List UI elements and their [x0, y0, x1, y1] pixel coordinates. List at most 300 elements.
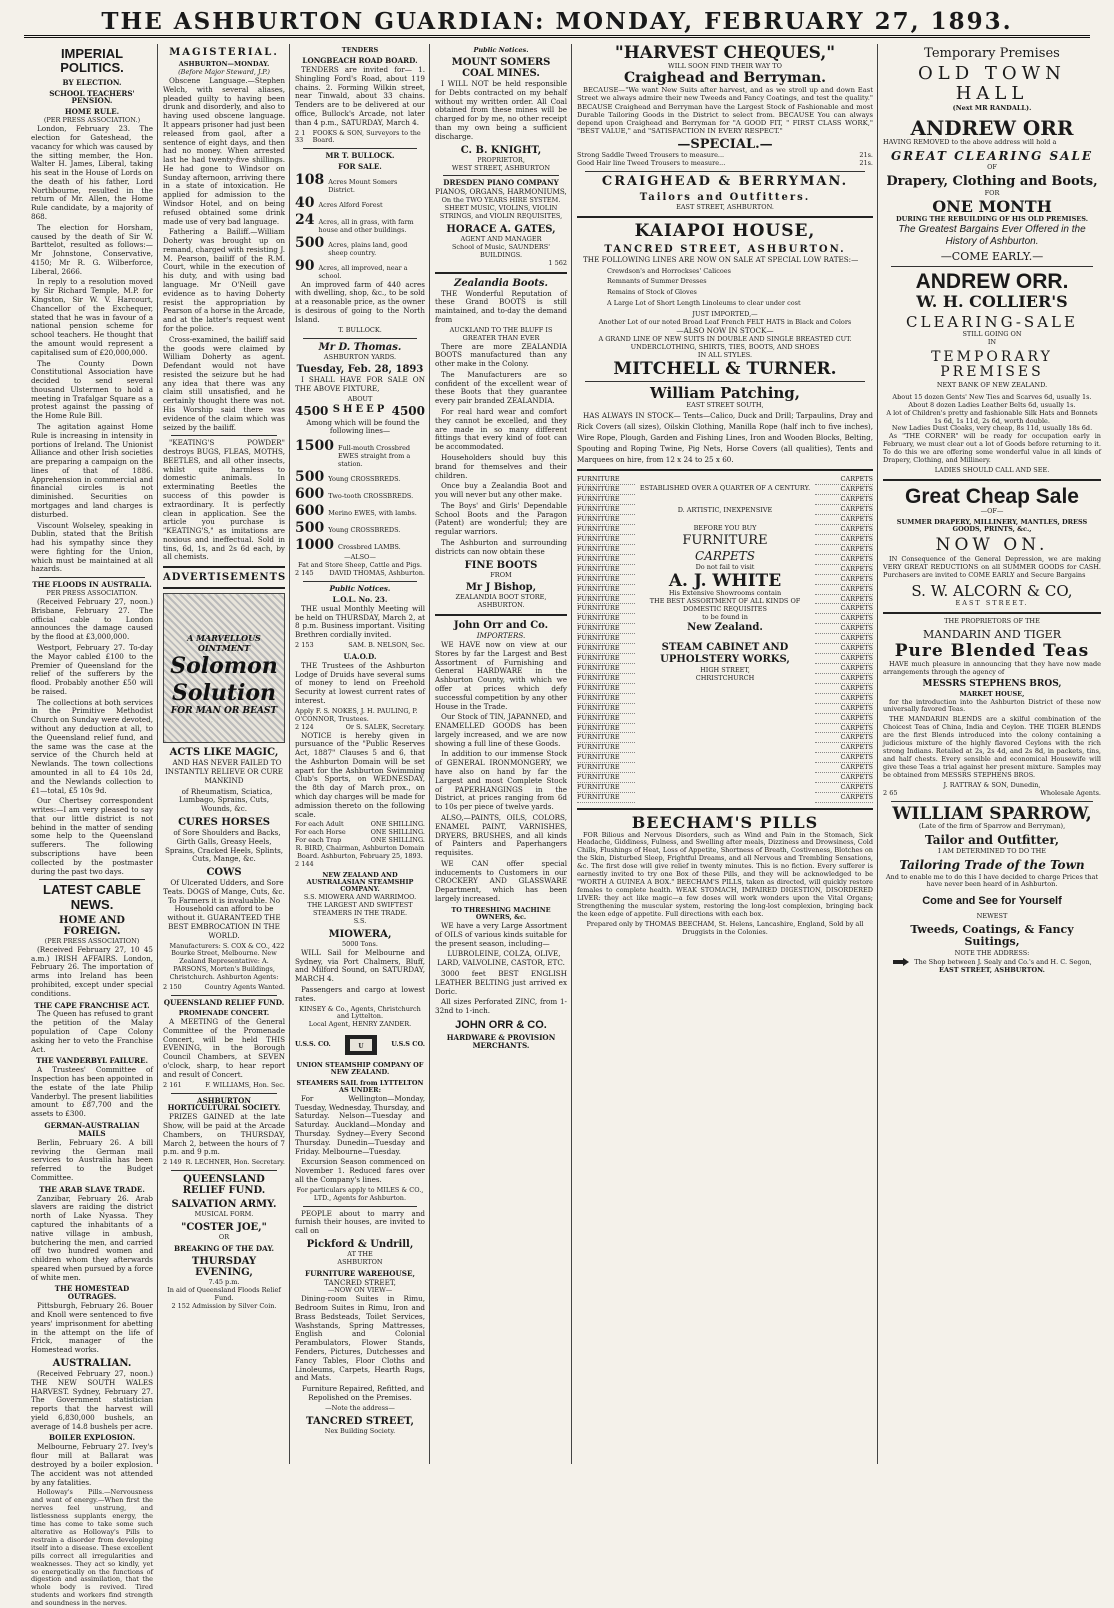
column-ads-4: [432, 44, 570, 1464]
furniture-label: FURNITURE: [577, 486, 635, 495]
article-paragraph: WE CAN offer special inducements to Customers in our CROCKERY AND GLASSWARE Department, which has been largely increased.: [435, 858, 567, 903]
public-notices-heading: Public Notices.: [473, 46, 529, 54]
stock-item-text: Merino EWES, with lambs.: [328, 509, 417, 518]
article-paragraph: Passengers and cargo at lowest rates.: [295, 985, 425, 1003]
carpets-label: CARPETS: [815, 496, 873, 505]
mount-somers-heading: MOUNT SOMERS COAL MINES.: [451, 57, 551, 80]
temp-premises: Temporary Premises: [924, 46, 1060, 61]
signature: Apply F. S. NOKES, J. H. PAULING, P. O'CONNOR, Trustees.: [295, 706, 418, 723]
collier-item: A lot of Children's pretty and fashionable Silk Hats and Bonnets 1s 6d, 1s 11d, 2s 6d, worth double.: [886, 408, 1098, 425]
zealandia-heading: Zealandia Boots.: [454, 277, 548, 289]
nzasc-heading: NEW ZEALAND AND AUSTRALASIAN STEAMSHIP COMPANY.: [306, 870, 414, 894]
divider: [577, 216, 873, 218]
determined: I AM DETERMINED TO DO THE: [938, 847, 1046, 856]
solomon-text: of Sore Shoulders and Backs, Girth Galls, Greasy Heels, Sprains, Cracked Heels, Splints, Cuts, Mange, &c.: [164, 827, 284, 864]
column-ads-6: [880, 44, 1104, 1464]
divider: [891, 266, 1093, 267]
signature: SAM. B. NELSON, Sec.: [348, 640, 425, 649]
greater-than-ever: GREATER THAN EVER: [462, 333, 540, 342]
stock-item-row: [295, 503, 425, 520]
article-paragraph: In addition to our immense Stock of GENERAL IRONMONGERY, we have also on hand by far the Largest and most Complete Stock of PAPERHANGINGS in the District, at prices ranging from 6d to 10s per piece of twelve yards.: [435, 749, 567, 812]
orr-footer: ANDREW ORR.: [915, 270, 1069, 294]
threshing-heading: TO THRESHING MACHINE OWNERS, &c.: [451, 905, 551, 921]
ashburton: ASHBURTON: [337, 1257, 383, 1266]
coster-or: OR: [218, 1233, 230, 1242]
article-paragraph: Once buy a Zealandia Boot and you will never but any other make.: [435, 481, 567, 500]
column-rule: [429, 44, 430, 1464]
divider: [163, 566, 285, 568]
gates-name: HORACE A. GATES,: [446, 223, 556, 235]
carpets-label: CARPETS: [815, 615, 873, 624]
tuesday-heading: Tuesday, Feb. 28, 1893: [296, 364, 424, 376]
summer-drapery: SUMMER DRAPERY, MILLINERY, MANTLES, DRESS GOODS, PRINTS, &c.,: [896, 518, 1088, 534]
for-sale-heading: FOR SALE.: [338, 162, 382, 172]
solomon-text: of Rheumatism, Sciatica, Lumbago, Sprains, Cuts, Wounds, &c.: [178, 786, 273, 814]
article-paragraph: THE MANDARIN BLENDS are a skilful combination of the Choicest Teas of China, India and Ceylon. THE TIGER BLENDS are the first Blends introduced into the colony containing a judicious mixture of the highly flavored Ceylons with the rich strong Indians. Retailed at 2s, 2s 4d, and 2s 8d, in packets, tins, and half chests. Every sensible and economical Housewife will give these Teas a trial against her present mixture. Samples may be obtained from MESSRS STEPHENS BROS.: [883, 715, 1101, 779]
west-street: WEST STREET, ASHBURTON: [451, 163, 551, 172]
gates-address: School of Music, SAUNDERS' BUILDINGS.: [451, 242, 551, 259]
sheep-about: ABOUT: [347, 394, 373, 403]
divider: [585, 381, 865, 382]
next-bank: NEXT BANK OF NEW ZEALAND.: [936, 380, 1048, 389]
signature: F. WILLIAMS, Hon. Sec.: [205, 1080, 285, 1089]
carpets-label: CARPETS: [815, 576, 873, 585]
furniture-label: FURNITURE: [577, 705, 635, 714]
sale-item-text: Acres, all improved, near a school.: [318, 263, 408, 280]
carpets-label: CARPETS: [815, 635, 873, 644]
article-paragraph: Obscene Language.—Stephen Welch, with several aliases, pleaded guilty to having been drunk and disorderly, and also to having used obscene language. It appears prisoner had just been released from gaol, after a sentence of eight days, and then had no money. When arrested last he had twenty-five shillings. He had gone to Windsor on Sunday afternoon, arriving there in a state of intoxication. He applied for admission to the Windsor Hotel, and on being refused obtained some drink made use of very bad language.: [163, 76, 285, 226]
solomon-cows: COWS: [206, 867, 242, 879]
sale-item-row: [295, 258, 425, 281]
article-paragraph: A Trustees' Committee of Inspection has been appointed in the estate of the late Philip Vanderbyl. The present liabilities amount to £87,700 and the assets to £300.: [31, 1065, 153, 1119]
article-paragraph: The collections at both services in the Primitive Methodist Church on Sunday were devoted, without any deduction at all, to the Queensland relief fund, and the same was the case at the service of the Church held at Newlands. The town collections amounted in all to £4 10s 2d, and the Newlands collection to £1—total, £5 10s 9d.: [31, 697, 153, 795]
article-paragraph: Westport, February 27. To-day the Mayor cabled £100 to the Premier of Queensland for the relief of the sufferers by the flood. Probably another £50 will be raised.: [31, 643, 153, 696]
dresden-heading: DRESDEN PIANO COMPANY: [443, 178, 559, 188]
carpets-label: CARPETS: [815, 605, 873, 614]
sheet-music: SHEET MUSIC, VIOLINS, VIOLIN STRINGS, and VIOLIN REQUISITES,: [439, 204, 563, 220]
article-paragraph: HAS ALWAYS IN STOCK— Tents—Calico, Duck and Drill; Tarpaulins, Dray and Rick Covers (all sizes), Oilskin Clothing, Manilla Rope (half inch to five inches), Wire Rope, Plough, Garden and Fishing Lines, Iron and Wooden Blocks, Belting, Spouting and Roping Twine, Pig Nets, Horse Covers (all qualities), Tents and Marquees on hire, from 12 x 24 to 25 x 60.: [577, 410, 873, 465]
solomon-name: Solomon Solution: [170, 653, 278, 706]
article-paragraph: THE Wonderful Reputation of these Grand BOOTS is still maintained, and to-day the demand from: [435, 288, 567, 324]
of: OF: [987, 162, 997, 171]
musical-form: MUSICAL FORM.: [194, 1210, 254, 1219]
sale-list: [295, 172, 425, 280]
article-paragraph: Excursion Season commenced on November 1. Reduced fares over all the Company's lines.: [295, 1157, 425, 1184]
kaiapoi-line: Crewdson's and Horrockses' Calicoes: [607, 266, 731, 275]
kinsey: KINSEY & Co., Agents, Christchurch and Lyttelton.: [299, 1004, 421, 1021]
warehouse-heading: FURNITURE WAREHOUSE,: [305, 1268, 415, 1278]
article-paragraph: The Manufacturers are so confident of the excellent wear of these Boots that they guarantee every pair branded ZEALANDIA.: [435, 369, 567, 406]
article-paragraph: TENDERS are invited for— 1. Shingling Ford's Road, about 119 chains. 2. Forming Wilkin street, near Tinwald, about 33 chains. Tenders are to be delivered at our office, Bullock's Arcade, not later than 4 p.m., SATURDAY, March 4.: [295, 65, 425, 127]
column-ads-5: [574, 44, 876, 1464]
article-paragraph: Pittsburgh, February 26. Bouer and Knoll were sentenced to five years' imprisonment for abetting in the attempt on the life of Frick, manager of the Homestead works.: [31, 1301, 153, 1355]
special-heading: —SPECIAL.—: [677, 136, 773, 152]
ad-number: 2 145: [295, 569, 314, 578]
sale-item-number: 108: [295, 172, 325, 189]
ladies-call: LADIES SHOULD CALL AND SEE.: [934, 466, 1050, 475]
agent-manager: AGENT AND MANAGER: [460, 234, 542, 243]
article-paragraph: THE Trustees of the Ashburton Lodge of Druids have several sums of money to lend on Freehold Security at lowest current rates of interest.: [295, 660, 425, 705]
divider: [171, 1093, 277, 1094]
stock-item-row: [295, 520, 425, 537]
underclothing: UNDERCLOTHING, SHIRTS, TIES, BOOTS, AND SHOES: [630, 342, 820, 351]
article-paragraph: The Boys' and Girls' Dependable School Boots and the Paragon (Patent) are wonderful; they are regular warriors.: [435, 500, 567, 537]
solomon-solution-illustration: [163, 593, 285, 743]
carpets-label: CARPETS: [815, 655, 873, 664]
column-news-2: [160, 44, 288, 1464]
ad-number: 2 65: [883, 788, 898, 797]
stock-item-text: Young CROSSBREDS.: [328, 474, 401, 483]
admission: 2 152 Admission by Silver Coin.: [171, 1301, 277, 1310]
article-paragraph: An improved farm of 440 acres with dwelling, shop, &c., to be sold at a reasonable price, as the owner is desirous of going to the North Island.: [295, 279, 425, 324]
keatings-ad: "KEATING'S POWDER" destroys BUGS, FLEAS, MOTHS, BEETLES, and all other insects, whilst quite harmless to domestic animals. In exterminating Beetles the success of this powder is extraordinary. It is perfectly clean in application. See the article you purchase is "KEATING'S," as imitations are noxious and ineffectual. Sold in tins, 6d, 1s, and 2s 6d each, by all chemists.: [163, 438, 285, 562]
divider: [303, 338, 417, 339]
special-row: [577, 160, 873, 168]
article-paragraph: PEOPLE about to marry and furnish their houses, are invited to call on: [295, 1208, 425, 1236]
carpets-label: CARPETS: [815, 546, 873, 555]
magisterial-heading: MAGISTERIAL.: [169, 47, 279, 58]
carpets-label: CARPETS: [815, 625, 873, 634]
coster-joe: "COSTER JOE,": [181, 1222, 267, 1234]
furniture-label: FURNITURE: [577, 675, 635, 684]
now-on-view: —NOW ON VIEW—: [327, 1286, 393, 1295]
also-text: Fat and Store Sheep, Cattle and Pigs.: [298, 561, 422, 570]
fee-list: [295, 821, 425, 845]
vanderbyl-heading: THE VANDERBYL FAILURE.: [35, 1056, 149, 1066]
tailor-outfitter: Tailor and Outfitter,: [924, 833, 1060, 848]
sale-item-text: Acres, all in grass, with farm house and other buildings.: [318, 218, 414, 235]
sheep-number: 4500: [391, 403, 425, 418]
zander: Local Agent, HENRY ZANDER.: [308, 1020, 412, 1029]
article-paragraph: As "THE CORNER" will be ready for occupation early in February, we must clear out a lot of Goods before returning to it. To do this we are offering some wonderful value in all kinds of Drapery, Clothing, and Millinery.: [883, 432, 1101, 465]
ad-number: 2 153: [295, 640, 314, 649]
furniture-label: FURNITURE: [577, 536, 635, 545]
solomon-top: A MARVELLOUS OINTMENT: [187, 633, 261, 653]
column-rule: [877, 44, 878, 1464]
drapery: Drapery, Clothing and Boots,: [886, 173, 1098, 189]
furniture-label: FURNITURE: [577, 774, 635, 783]
furniture-label: FURNITURE: [577, 476, 635, 485]
carpets-label: CARPETS: [815, 774, 873, 783]
carpets-label: CARPETS: [815, 715, 873, 724]
having-removed: HAVING REMOVED to the above address will hold a: [883, 137, 1057, 146]
stock-item-text: Young CROSSBREDS.: [328, 526, 401, 535]
uss-label: U.S.S CO.: [391, 1040, 425, 1049]
kaiapoi-lines: [577, 268, 873, 309]
late-of: (Late of the firm of Sparrow and Berryman),: [918, 822, 1066, 831]
stock-list: [295, 438, 425, 554]
during: DURING THE REBUILDING OF HIS OLD PREMISES.: [896, 214, 1088, 223]
article-paragraph: (Received February 27, 10 45 a.m.) IRISH AFFAIRS. London, February 26. The importation of arms into Ireland has been prohibited, except under special conditions.: [31, 944, 153, 998]
stock-item-number: 600: [295, 503, 325, 520]
article-paragraph: PRIZES GAINED at the late Show, will be paid at the Arcade Chambers, on THURSDAY, March 2, between the hours of 7 p.m. and 9 p.m.: [163, 1112, 285, 1157]
uaod-heading: U.A.O.D.: [343, 651, 377, 661]
temporary-premises: TEMPORARY PREMISES: [931, 349, 1053, 381]
furniture-label: FURNITURE: [577, 546, 635, 555]
advertisements-heading: ADVERTISEMENTS: [163, 572, 287, 584]
established: ESTABLISHED OVER A QUARTER OF A CENTURY.: [639, 484, 811, 493]
tancred-street: TANCRED STREET,: [324, 1277, 396, 1287]
randall: (Next MR RANDALL).: [952, 103, 1032, 112]
divider: [891, 801, 1093, 802]
article-paragraph: The Queen has refused to grant the petition of the Malay population of Cape Colony asking her to veto the Franchise Act.: [31, 1009, 153, 1054]
fee-value: ONE SHILLING.: [370, 836, 425, 845]
masthead: [24, 8, 1090, 38]
white-name: A. J. WHITE: [668, 570, 782, 591]
fee-label: For each Horse: [295, 828, 346, 837]
furniture-big: FURNITURE: [682, 533, 768, 549]
stock-item-number: 600: [295, 485, 325, 502]
showrooms: His Extensive Showrooms contain: [668, 589, 782, 598]
shop-address: The Shop between J. Sealy and Co.'s and H. C. Segon,: [914, 957, 1092, 966]
sheep-number: 4500: [295, 403, 329, 418]
lol-heading: L.O.L. No. 23.: [332, 594, 388, 604]
patching-heading: William Patching,: [649, 384, 801, 403]
stephens-bros: MESSRS STEPHENS BROS,: [922, 678, 1062, 689]
also-heading: —ALSO—: [344, 553, 376, 562]
steamers-heading: STEAMERS SAIL from LYTTELTON AS UNDER:: [296, 1078, 424, 1094]
article-paragraph: WE have a very Large Assortment of OILS of various kinds suitable for the present season, including—: [435, 921, 567, 948]
article-paragraph: WILL Sail for Melbourne and Sydney, via Port Chalmers, Bluff, and Milford Sound, on SATURDAY, MARCH 4.: [295, 947, 425, 984]
beecham-heading: BEECHAM'S PILLS: [631, 812, 819, 832]
article-paragraph: Melbourne, February 27. Ivey's flour mill at Ballarat was destroyed by a boiler explosion. The accident was not attended by any fatalities.: [31, 1442, 153, 1487]
furniture-label: FURNITURE: [577, 744, 635, 753]
signature: R. LECHNER, Hon. Secretary.: [185, 1158, 285, 1167]
largest-steamers: THE LARGEST AND SWIFTEST STEAMERS IN THE TRADE.: [307, 901, 413, 918]
east-street: EAST STREET.: [955, 599, 1029, 608]
article-paragraph: Berlin, February 26. A bill reviving the German mail services to Australia has been referred to the Budget Committee.: [31, 1137, 153, 1182]
divider: [577, 469, 873, 471]
best-assortment: THE BEST ASSORTMENT OF ALL KINDS OF DOMESTIC REQUISITES: [649, 597, 801, 614]
ship-flag-icon: [344, 1031, 378, 1059]
article-paragraph: Viscount Wolseley, speaking in Dublin, stated that the British had his sympathy since they were fighting for the Union, which must be maintained at all hazards.: [31, 520, 153, 574]
pianos: PIANOS, ORGANS, HARMONIUMS,: [435, 187, 567, 197]
furniture-label: FURNITURE: [577, 576, 635, 585]
clearing-sale: CLEARING-SALE: [906, 312, 1078, 331]
article-paragraph: I SHALL HAVE FOR SALE ON THE ABOVE FIXTURE,: [295, 375, 425, 394]
tancred-street: TANCRED STREET,: [306, 1415, 414, 1427]
thomas-heading: Mr D. Thomas.: [318, 341, 402, 353]
stock-item-row: [295, 438, 425, 469]
sale-item-number: 500: [295, 234, 325, 251]
article-paragraph: The election for Horsham, caused by the death of Sir W. Barttelot, resulted as follows:—Mr Johnstone, Conservative, 4150; Mr R. G. Wilberforce, Liberal, 2666.: [31, 222, 153, 276]
german-heading: GERMAN-AUSTRALIAN MAILS: [44, 1120, 140, 1138]
orr-heading: ANDREW ORR: [910, 115, 1074, 140]
horticultural-heading: ASHBURTON HORTICULTURAL SOCIETY.: [167, 1095, 281, 1113]
cb-address: EAST STREET, ASHBURTON.: [676, 203, 774, 212]
article-paragraph: All sizes Perforated ZINC, from 1-32nd to 1-inch.: [435, 997, 567, 1016]
signature: T. BULLOCK.: [338, 325, 382, 334]
school-heading: SCHOOL TEACHERS' PENSION.: [49, 88, 135, 106]
article-paragraph: Householders should buy this brand for themselves and their children.: [435, 452, 567, 480]
ad-number: 2 150: [163, 983, 182, 992]
sparrow-heading: WILLIAM SPARROW,: [892, 803, 1092, 824]
sale-item-row: [295, 195, 425, 212]
new-suits: A GRAND LINE OF NEW SUITS IN DOUBLE AND SINGLE BREASTED CUT.: [598, 334, 852, 343]
cable-sub: HOME AND FOREIGN.: [59, 914, 125, 937]
breaking-day: BREAKING OF THE DAY.: [173, 1244, 275, 1254]
in: IN: [987, 338, 997, 347]
ad-number: 2 161: [163, 1080, 182, 1089]
miowera-sub: S.S. MIOWERA AND WARRIMOO.: [303, 893, 417, 902]
felt-hats: Another Lot of our noted Broad Leaf French FELT HATS in Black and Colors: [598, 318, 852, 327]
thursday-evening: THURSDAY EVENING,: [191, 1255, 257, 1278]
queensland-relief-heading: QUEENSLAND RELIEF FUND.: [163, 998, 285, 1008]
floods-press: PER PRESS ASSOCIATION.: [46, 589, 138, 598]
tweeds: Tweeds, Coatings, & Fancy Suitings,: [910, 923, 1074, 949]
signature: Or S. SALEK, Secretary.: [345, 722, 425, 731]
salvation-heading: SALVATION ARMY.: [171, 1199, 277, 1211]
furniture-label: FURNITURE: [577, 725, 635, 734]
tancred-heading: TANCRED STREET, ASHBURTON.: [604, 243, 846, 255]
furniture-label: FURNITURE: [577, 615, 635, 624]
importers: IMPORTERS.: [476, 631, 526, 641]
newest: NEWEST: [976, 912, 1008, 921]
special-price: 21s.: [859, 150, 873, 159]
article-paragraph: HAVE much pleasure in announcing that they have now made arrangements through the agency of: [883, 659, 1101, 676]
divider: [443, 175, 559, 176]
new-zealand: New Zealand.: [687, 622, 763, 634]
article-paragraph: The County Down Constitutional Association have decided to send several thousand Ulstermen to hold a meeting in Trafalgar Square as a protest against the passing of the Home Rule Bill.: [31, 358, 153, 421]
special-label: Strong Saddle Tweed Trousers to measure...: [577, 150, 725, 159]
signature: R. BIRD, Chairman, Ashburton Domain Board. Ashburton, February 25, 1893.: [295, 844, 425, 860]
carpets-label: CARPETS: [815, 526, 873, 535]
stock-item-row: [295, 469, 425, 486]
call-visit: Do not fail to visit: [695, 562, 755, 571]
article-paragraph: THE FOLLOWING LINES ARE NOW ON SALE AT SPECIAL LOW RATES:—: [583, 254, 859, 264]
stock-item-number: 500: [295, 520, 325, 537]
solomon-for: FOR MAN OR BEAST: [170, 706, 278, 717]
article-paragraph: Furniture Repaired, Refitted, and Repolished on the Premises.: [301, 1384, 425, 1402]
cable-heading: LATEST CABLE NEWS.: [43, 882, 141, 912]
kaiapoi-line: Remnants of Summer Dresses: [607, 277, 707, 286]
thursday-time: 7.45 p.m.: [208, 1277, 240, 1286]
furniture-label: FURNITURE: [577, 665, 635, 674]
knight-name: C. B. KNIGHT,: [460, 144, 542, 156]
yards-heading: ASHBURTON YARDS.: [323, 352, 397, 361]
furniture-label: FURNITURE: [577, 695, 635, 704]
divider: [39, 577, 145, 578]
market-house: MARKET HOUSE,: [959, 689, 1025, 698]
tailoring-trade: Tailoring Trade of the Town: [899, 858, 1085, 873]
floods-heading: THE FLOODS IN AUSTRALIA.: [32, 580, 152, 590]
ad-number: 2 1 33: [295, 128, 306, 145]
column-rule: [571, 44, 572, 1464]
kaiapoi-heading: KAIAPOI HOUSE,: [634, 221, 816, 242]
carpets-label: CARPETS: [815, 665, 873, 674]
stock-item-number: 500: [295, 468, 325, 485]
pointing-hand-icon: [892, 957, 910, 967]
thursday-aid: In aid of Queensland Floods Relief Fund.: [167, 1285, 281, 1302]
from: FROM: [490, 570, 512, 579]
stock-item-text: Full-mouth Crossbred EWES straight from a station.: [337, 444, 411, 468]
carpets-label: CARPETS: [815, 516, 873, 525]
article-paragraph: The agitation against Home Rule is increasing in intensity in portions of Ireland. The Unionist Alliance and other Irish societies are preparing a campaign on the lines of that of 1886. Apprehension in commercial and financial circles is not diminished. Securities on mortgages and land charges is disturbed.: [31, 421, 153, 519]
fee-label: For each Trap: [295, 836, 342, 845]
high-street: HIGH STREET,: [700, 665, 750, 674]
divider: [171, 1170, 277, 1171]
special-label: Good Hair line Tweed Trousers to measure...: [577, 158, 726, 167]
furniture-label: FURNITURE: [577, 635, 635, 644]
bluff: AUCKLAND TO THE BLUFF IS: [449, 325, 553, 334]
old-town-hall: OLD TOWN HALL: [918, 63, 1066, 105]
before-buy: BEFORE YOU BUY: [693, 524, 757, 533]
slave-heading: THE ARAB SLAVE TRADE.: [39, 1184, 145, 1194]
carpets-label: CARPETS: [815, 486, 873, 495]
holloway-ad: Holloway's Pills.—Nervousness and want of energy.—When first the nerves feel unstrung, and listlessness supplants energy, the time has come to take some such alterative as Holloway's Pills to restrain a disorder from developing itself into a disease. These excellent pills correct all irregularities and weaknesses. They act so kindly, yet so energetically on the functions of digestion and assimilation, that the whole body is revived. Tired students and workers find strength and soundness in the nerves.: [31, 1488, 153, 1608]
still-going: STILL GOING ON: [962, 330, 1022, 339]
found-in: to be found in: [702, 613, 748, 622]
article-paragraph: There are more ZEALANDIA BOOTS manufactured than any other make in the Colony.: [435, 341, 567, 369]
carpets-label: CARPETS: [815, 586, 873, 595]
carpets-label: CARPETS: [815, 764, 873, 773]
furniture-label: FURNITURE: [577, 506, 635, 515]
note-address: NOTE THE ADDRESS:: [954, 948, 1030, 957]
article-paragraph: For Wellington—Monday, Tuesday, Wednesday, Thursday, and Saturday. Nelson—Tuesday and Saturday. Auckland—Monday and Thursday. Sydney—Every Second Thursday. Dunedin—Tuesday and Friday. Melbourne—Tuesday.: [295, 1093, 425, 1156]
one-month: ONE MONTH: [932, 197, 1052, 217]
furniture-label: FURNITURE: [577, 625, 635, 634]
divider: [39, 879, 145, 880]
bullock-heading: MR T. BULLOCK.: [325, 151, 395, 161]
craighead-heading: Craighead and Berryman.: [624, 69, 826, 86]
furniture-label: FURNITURE: [577, 496, 635, 505]
furniture-label: FURNITURE: [577, 754, 635, 763]
come-see: Come and See for Yourself: [922, 895, 1062, 908]
pickford-heading: Pickford & Undrill,: [306, 1238, 414, 1250]
article-paragraph: I WILL NOT be held responsible for Debts contracted on my behalf without my written order. All Coal obtained from these mines will be charged for by me, no other receipt than my own being a sufficient discharge.: [435, 79, 567, 141]
furniture-label: FURNITURE: [577, 715, 635, 724]
kaiapoi-line: Remains of Stock of Gloves: [607, 288, 697, 297]
sale-item-number: 90: [295, 257, 315, 274]
promenade-heading: PROMENADE CONCERT.: [178, 1008, 270, 1017]
carpets-label: CARPETS: [815, 695, 873, 704]
article-paragraph: Our Stock of TIN, JAPANNED, and ENAMELLED GOODS has been largely increased, and we are now showing a full line of these Goods.: [435, 712, 567, 748]
orr-footer: JOHN ORR & CO.: [455, 1018, 547, 1031]
article-paragraph: For real hard wear and comfort they cannot be excelled, and they are made in so many different fittings that every kind of foot can be accommodated.: [435, 407, 567, 452]
ad-number: 2 149: [163, 1158, 182, 1167]
furniture-label: FURNITURE: [577, 556, 635, 565]
carpets-label: CARPETS: [815, 596, 873, 605]
carpets-label: CARPETS: [815, 566, 873, 575]
solomon-text: AND HAS NEVER FAILED TO INSTANTLY RELIEVE OR CURE MANKIND: [164, 758, 284, 785]
article-paragraph: Zanzibar, February 26. Arab slavers are raiding the district north of Lake Nyassa. They captured the inhabitants of a native village in ambush, butchering the men, and carried off two hundred women and children whom they afterwards speared when pursued by a force of white men.: [31, 1193, 153, 1282]
article-paragraph: Cross-examined, the bailiff said the goods were claimed by William Doherty as agent. Defendant would not have resisted the seizure but he had any idea that there was any claim still unsatisfied, and he certainly thought there was not. His Worship said there was evidence of the claim which was seized by the bailiff.: [163, 334, 285, 432]
wholesale-agents: Wholesale Agents.: [1040, 788, 1101, 797]
stock-item-row: [295, 537, 425, 554]
furniture-label: FURNITURE: [577, 645, 635, 654]
article-paragraph: Among which will be found the following lines—: [306, 417, 420, 436]
bishop-name: Mr J Bishop,: [465, 582, 537, 594]
ashburton: ASHBURTON.: [477, 601, 525, 610]
carpets-label: CARPETS: [815, 784, 873, 793]
great-clearing-sale: GREAT CLEARING SALE: [890, 148, 1094, 163]
article-paragraph: (Received February 27, noon.) THE NEW SOUTH WALES HARVEST. Sydney, February 27. The Government statistician reports that the harvest will yield 6,830,000 bushels, an average of 14.8 bushels per acre.: [31, 1368, 153, 1431]
carpets-label: CARPETS: [815, 754, 873, 763]
solomon-text: Of Ulcerated Udders, and Sore Teats. DOGS of Mange, Cuts, &c. To Farmers it is invaluable. No Household can afford to be without it. GUARANTEED THE BEST EMBROCATION IN THE WORLD.: [163, 878, 285, 940]
sale-item-number: 24: [295, 212, 315, 229]
proprietor: PROPRIETOR,: [477, 155, 525, 164]
stock-item-number: 1000: [295, 537, 334, 554]
solomon-agents: Country Agents Wanted.: [204, 983, 285, 992]
note-address: —Note the address—: [325, 1403, 395, 1412]
furniture-label: FURNITURE: [577, 526, 635, 535]
carpets-label: CARPETS: [815, 685, 873, 694]
furniture-label: FURNITURE: [577, 685, 635, 694]
sheep-word: SHEEP: [332, 403, 388, 415]
carpets-label: CARPETS: [815, 556, 873, 565]
divider: [163, 587, 285, 589]
carpets-label: CARPETS: [815, 744, 873, 753]
